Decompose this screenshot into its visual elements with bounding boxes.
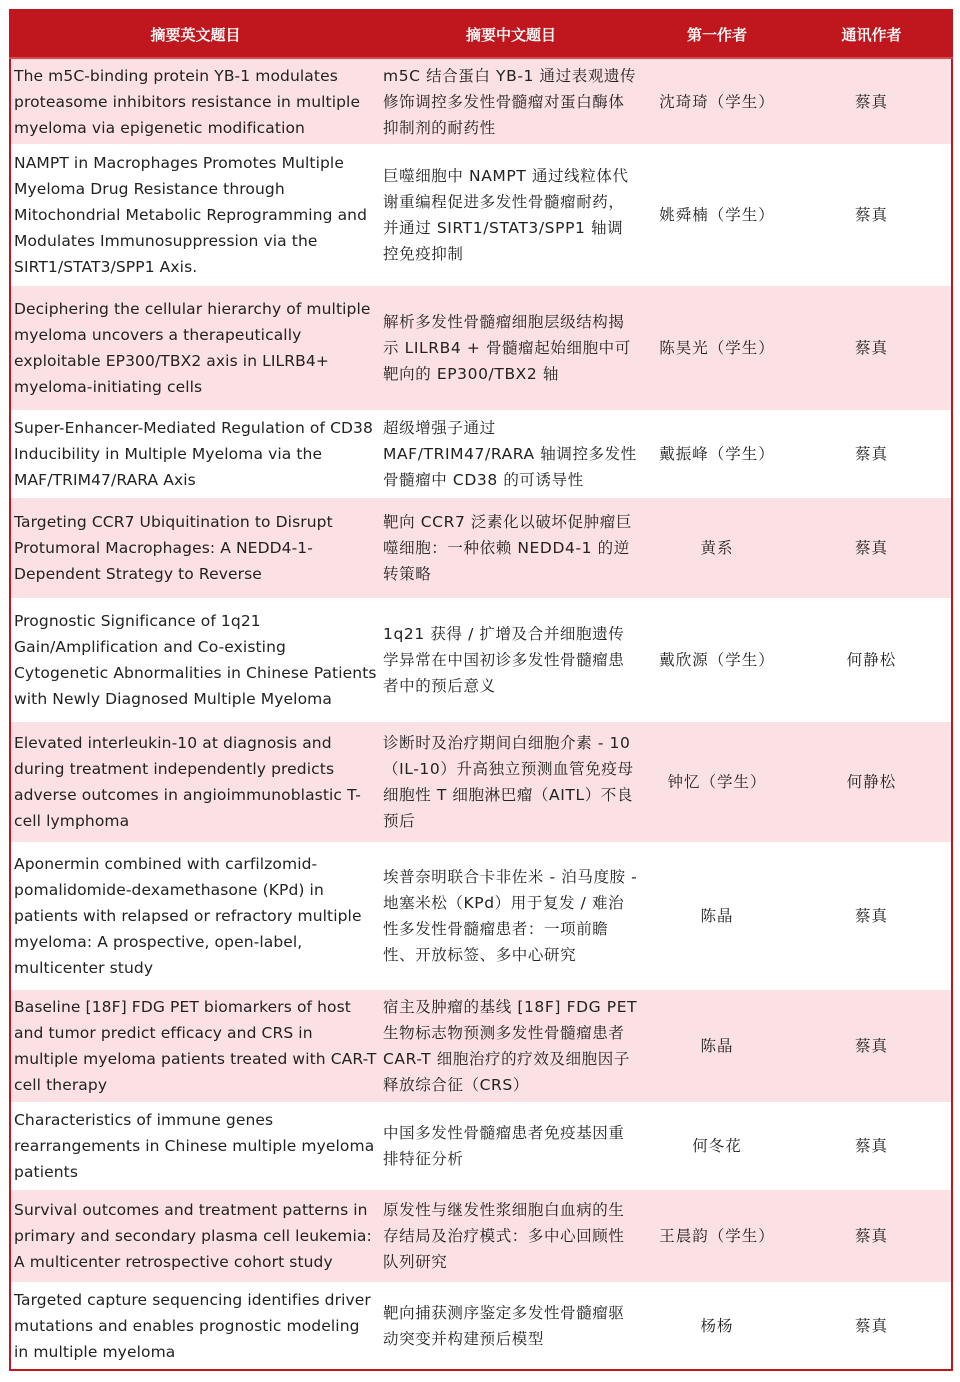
corresponding-author-cell: 蔡真 (792, 498, 952, 598)
corresponding-author-cell: 蔡真 (792, 410, 952, 498)
table-row (10, 1282, 952, 1370)
first-author-cell: 王晨韵（学生） (642, 1190, 792, 1282)
zh-title-cell: 诊断时及治疗期间白细胞介素 - 10（IL-10）升高独立预测血管免疫母细胞性 T 细胞淋巴瘤（AITL）不良预后 (380, 722, 642, 842)
table-row (10, 1102, 952, 1190)
en-title-cell: Super-Enhancer-Mediated Regulation of CD38 Inducibility in Multiple Myeloma via the MAF/TRIM47/RARA Axis (10, 410, 380, 498)
table-row (10, 498, 952, 598)
en-title-cell: Elevated interleukin-10 at diagnosis and during treatment independently predicts adverse outcomes in angioimmunoblastic T-cell lymphoma (10, 722, 380, 842)
corresponding-author-cell: 蔡真 (792, 58, 952, 144)
zh-title-cell: 靶向 CCR7 泛素化以破坏促肿瘤巨噬细胞：一种依赖 NEDD4-1 的逆转策略 (380, 498, 642, 598)
first-author-cell: 何冬花 (642, 1102, 792, 1190)
en-title-cell: Baseline [18F] FDG PET biomarkers of host and tumor predict efficacy and CRS in multiple myeloma patients treated with CAR-T cell therapy (10, 990, 380, 1102)
header-en-title: 摘要英文题目 (10, 10, 380, 58)
zh-title-cell: 原发性与继发性浆细胞白血病的生存结局及治疗模式：多中心回顾性队列研究 (380, 1190, 642, 1282)
first-author-cell: 黄系 (642, 498, 792, 598)
zh-title-cell: m5C 结合蛋白 YB-1 通过表观遗传修饰调控多发性骨髓瘤对蛋白酶体抑制剂的耐药性 (380, 58, 642, 144)
en-title-cell: Deciphering the cellular hierarchy of multiple myeloma uncovers a therapeutically exploitable EP300/TBX2 axis in LILRB4+ myeloma-initiating cells (10, 286, 380, 410)
table-row (10, 286, 952, 410)
zh-title-cell: 埃普奈明联合卡非佐米 - 泊马度胺 - 地塞米松（KPd）用于复发 / 难治性多发性骨髓瘤患者：一项前瞻性、开放标签、多中心研究 (380, 842, 642, 990)
table-row (10, 722, 952, 842)
table-header-row (10, 10, 952, 58)
first-author-cell: 陈昊光（学生） (642, 286, 792, 410)
header-corresponding-author: 通讯作者 (792, 10, 952, 58)
en-title-cell: The m5C-binding protein YB-1 modulates proteasome inhibitors resistance in multiple myeloma via epigenetic modification (10, 58, 380, 144)
en-title-cell: Targeted capture sequencing identifies driver mutations and enables prognostic modeling in multiple myeloma (10, 1282, 380, 1370)
en-title-cell: Survival outcomes and treatment patterns in primary and secondary plasma cell leukemia: A multicenter retrospective cohort study (10, 1190, 380, 1282)
table-row (10, 410, 952, 498)
table-row (10, 144, 952, 286)
table-row (10, 598, 952, 722)
zh-title-cell: 靶向捕获测序鉴定多发性骨髓瘤驱动突变并构建预后模型 (380, 1282, 642, 1370)
abstract-table (9, 9, 953, 1371)
header-zh-title: 摘要中文题目 (380, 10, 642, 58)
first-author-cell: 戴振峰（学生） (642, 410, 792, 498)
en-title-cell: Characteristics of immune genes rearrangements in Chinese multiple myeloma patients (10, 1102, 380, 1190)
corresponding-author-cell: 蔡真 (792, 842, 952, 990)
en-title-cell: NAMPT in Macrophages Promotes Multiple Myeloma Drug Resistance through Mitochondrial Metabolic Reprogramming and Modulates Immunosuppression via the SIRT1/STAT3/SPP1 Axis. (10, 144, 380, 286)
corresponding-author-cell: 蔡真 (792, 1282, 952, 1370)
first-author-cell: 钟忆（学生） (642, 722, 792, 842)
corresponding-author-cell: 蔡真 (792, 1190, 952, 1282)
corresponding-author-cell: 蔡真 (792, 990, 952, 1102)
corresponding-author-cell: 蔡真 (792, 286, 952, 410)
en-title-cell: Targeting CCR7 Ubiquitination to Disrupt Protumoral Macrophages: A NEDD4-1-Dependent Strategy to Reverse (10, 498, 380, 598)
table-row (10, 990, 952, 1102)
zh-title-cell: 宿主及肿瘤的基线 [18F] FDG PET 生物标志物预测多发性骨髓瘤患者 CAR-T 细胞治疗的疗效及细胞因子释放综合征（CRS） (380, 990, 642, 1102)
table-row (10, 842, 952, 990)
corresponding-author-cell: 蔡真 (792, 144, 952, 286)
first-author-cell: 沈琦琦（学生） (642, 58, 792, 144)
table-row (10, 1190, 952, 1282)
zh-title-cell: 巨噬细胞中 NAMPT 通过线粒体代谢重编程促进多发性骨髓瘤耐药，并通过 SIRT1/STAT3/SPP1 轴调控免疫抑制 (380, 144, 642, 286)
zh-title-cell: 1q21 获得 / 扩增及合并细胞遗传学异常在中国初诊多发性骨髓瘤患者中的预后意义 (380, 598, 642, 722)
first-author-cell: 戴欣源（学生） (642, 598, 792, 722)
en-title-cell: Prognostic Significance of 1q21 Gain/Amplification and Co-existing Cytogenetic Abnormalities in Chinese Patients with Newly Diagnosed Multiple Myeloma (10, 598, 380, 722)
table-row (10, 58, 952, 144)
first-author-cell: 陈晶 (642, 842, 792, 990)
first-author-cell: 陈晶 (642, 990, 792, 1102)
header-first-author: 第一作者 (642, 10, 792, 58)
corresponding-author-cell: 蔡真 (792, 1102, 952, 1190)
first-author-cell: 杨杨 (642, 1282, 792, 1370)
zh-title-cell: 中国多发性骨髓瘤患者免疫基因重排特征分析 (380, 1102, 642, 1190)
zh-title-cell: 超级增强子通过 MAF/TRIM47/RARA 轴调控多发性骨髓瘤中 CD38 的可诱导性 (380, 410, 642, 498)
en-title-cell: Aponermin combined with carfilzomid-pomalidomide-dexamethasone (KPd) in patients with relapsed or refractory multiple myeloma: A prospective, open-label, multicenter study (10, 842, 380, 990)
first-author-cell: 姚舜楠（学生） (642, 144, 792, 286)
zh-title-cell: 解析多发性骨髓瘤细胞层级结构揭示 LILRB4 + 骨髓瘤起始细胞中可靶向的 EP300/TBX2 轴 (380, 286, 642, 410)
corresponding-author-cell: 何静松 (792, 598, 952, 722)
corresponding-author-cell: 何静松 (792, 722, 952, 842)
abstract-table-container (9, 9, 951, 1371)
